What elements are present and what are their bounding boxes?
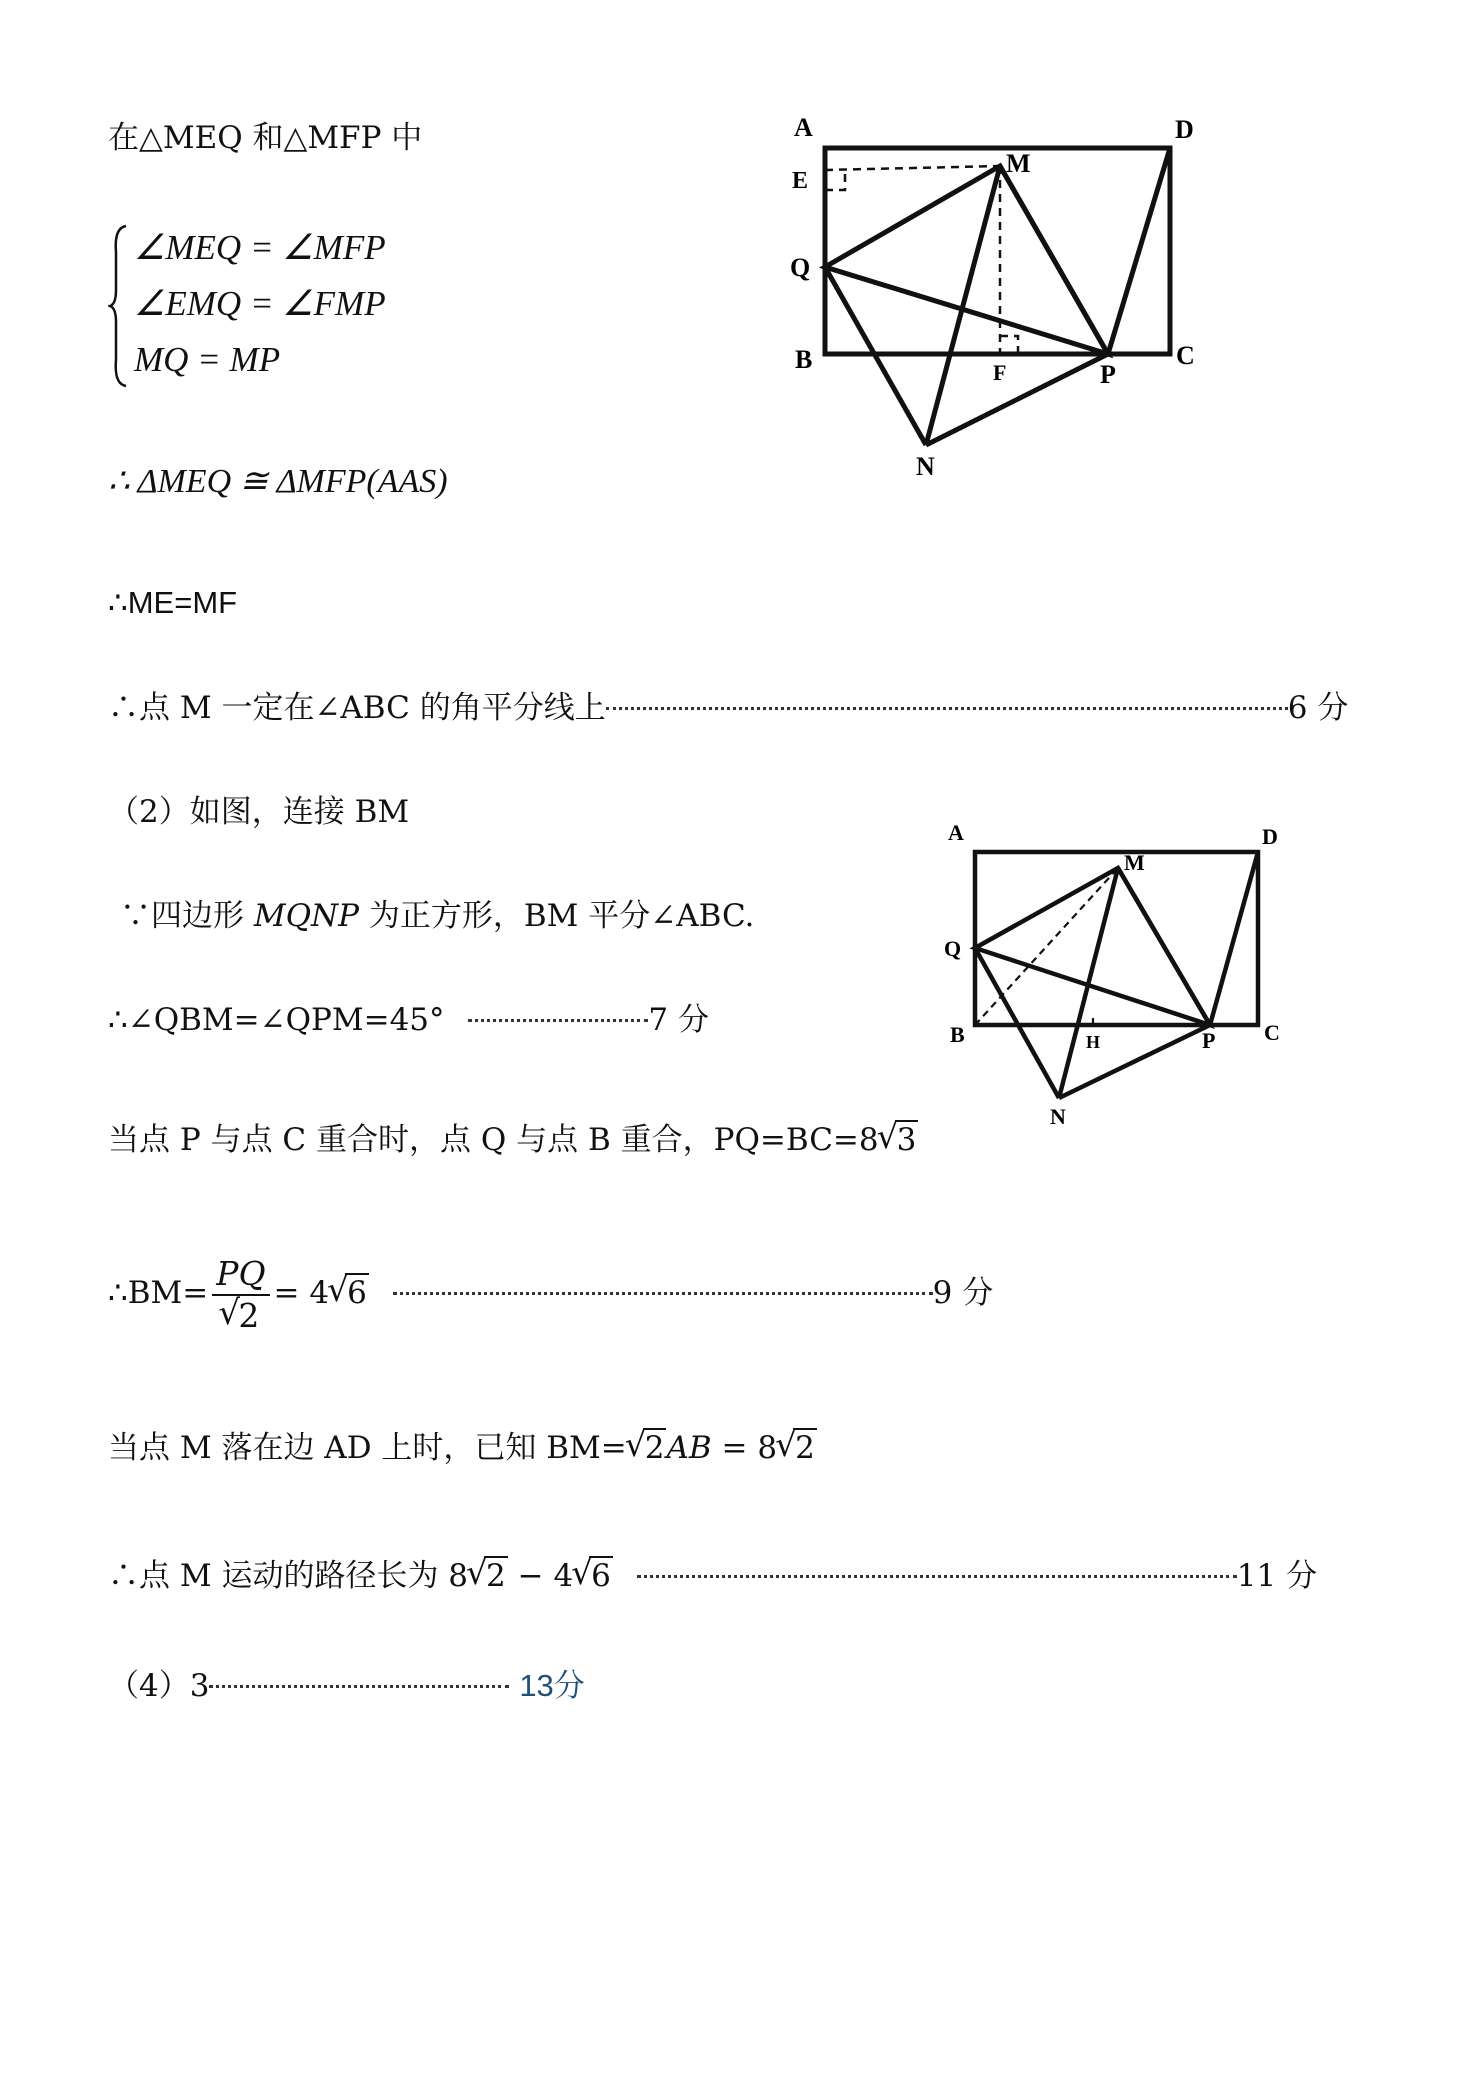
leader-dots: [606, 707, 1288, 710]
label-a: A: [948, 820, 964, 845]
label-e: E: [792, 168, 809, 194]
score-13: 13分: [519, 1668, 585, 1703]
segment-np: [926, 354, 1108, 445]
equation-1: ∠MEQ = ∠MFP: [134, 228, 386, 267]
label-c: C: [1264, 1020, 1280, 1045]
square-statement: [120, 896, 754, 936]
coincide-text: 当点 P 与点 C 重合时，点 Q 与点 B 重合，PQ=BC=8: [108, 1122, 879, 1158]
label-n: N: [1050, 1104, 1066, 1129]
segment-np: [1059, 1025, 1210, 1098]
coincide-line: [108, 1120, 918, 1160]
me-mf-statement: ∴ME=MF: [108, 585, 238, 620]
right-angle-f: [1000, 336, 1018, 354]
leader-dots: [468, 1019, 648, 1022]
congruence-statement: ∴ ΔMEQ ≅ ΔMFP(AAS): [108, 463, 448, 500]
part4-answer: （4）3: [108, 1668, 210, 1704]
bm-equals: = 4: [273, 1275, 330, 1311]
bm-prefix: ∴BM=: [108, 1275, 209, 1311]
sqrt-3: √ 3: [879, 1120, 919, 1160]
segment-em: [825, 166, 1000, 170]
score-7: 7 分: [648, 1002, 709, 1038]
label-p: P: [1202, 1028, 1216, 1053]
on-ad-line: 当点 M 落在边 AD 上时，已知 BM=√ 2AB = 8√ 2: [108, 1428, 817, 1468]
sqrt-6: √ 6: [329, 1248, 369, 1338]
equation-3: MQ = MP: [134, 340, 281, 379]
label-q: Q: [944, 936, 962, 961]
figure-2: [930, 810, 1300, 1140]
left-brace: [108, 222, 130, 390]
label-p: P: [1100, 360, 1116, 389]
part2-intro: （2）如图，连接 BM: [108, 794, 410, 830]
segment-nm: [1059, 868, 1118, 1098]
path-length-line: ∴点 M 运动的路径长为 8√ 2 − 4√ 6 11 分: [108, 1556, 1317, 1596]
equation-2: ∠EMQ = ∠FMP: [134, 284, 386, 323]
label-a: A: [794, 113, 813, 142]
path-text: ∴点 M 运动的路径长为 8: [108, 1558, 469, 1594]
leader-dots: [637, 1575, 1237, 1578]
score-11: 11 分: [1236, 1558, 1318, 1594]
label-d: D: [1175, 115, 1194, 144]
right-angle-e: [825, 170, 845, 190]
bisector-text: ∴点 M 一定在∠ABC 的角平分线上: [108, 690, 606, 726]
equation-system: [108, 222, 408, 390]
segment-nm: [926, 166, 1000, 445]
shape-name: MQNP: [253, 898, 359, 934]
label-b: B: [795, 345, 813, 374]
segment-pd: [1108, 148, 1170, 354]
segment-pd: [1210, 852, 1258, 1025]
on-ad-text: 当点 M 落在边 AD 上时，已知 BM=: [108, 1430, 627, 1466]
label-m: M: [1006, 149, 1031, 178]
because-suffix: 为正方形，BM 平分∠ABC.: [359, 898, 755, 934]
label-c: C: [1176, 341, 1195, 370]
label-d: D: [1262, 824, 1278, 849]
label-h: H: [1086, 1032, 1101, 1052]
label-n: N: [916, 452, 935, 481]
score-9: 9 分: [932, 1275, 994, 1311]
part4-line: [108, 1666, 585, 1706]
because-prefix: ∵四边形: [120, 898, 254, 934]
angle-line: [108, 1000, 709, 1040]
angle-equation: ∴∠QBM=∠QPM=45°: [108, 1002, 445, 1038]
label-b: B: [950, 1022, 965, 1047]
label-f: F: [993, 360, 1007, 385]
triangle-mqp: [825, 166, 1108, 354]
intro-text: 在△MEQ 和△MFP 中: [108, 120, 423, 156]
leader-dots: [393, 1292, 933, 1295]
leader-dots: [209, 1685, 509, 1688]
bisector-line: [108, 688, 1348, 728]
label-m: M: [1124, 850, 1145, 875]
label-q: Q: [790, 253, 811, 282]
score-6: 6 分: [1287, 690, 1349, 726]
triangle-mqp: [975, 868, 1210, 1025]
bm-line: [108, 1248, 993, 1338]
fraction-pq-sqrt2: PQ √ 2: [212, 1254, 269, 1336]
figure-1: [780, 100, 1220, 500]
